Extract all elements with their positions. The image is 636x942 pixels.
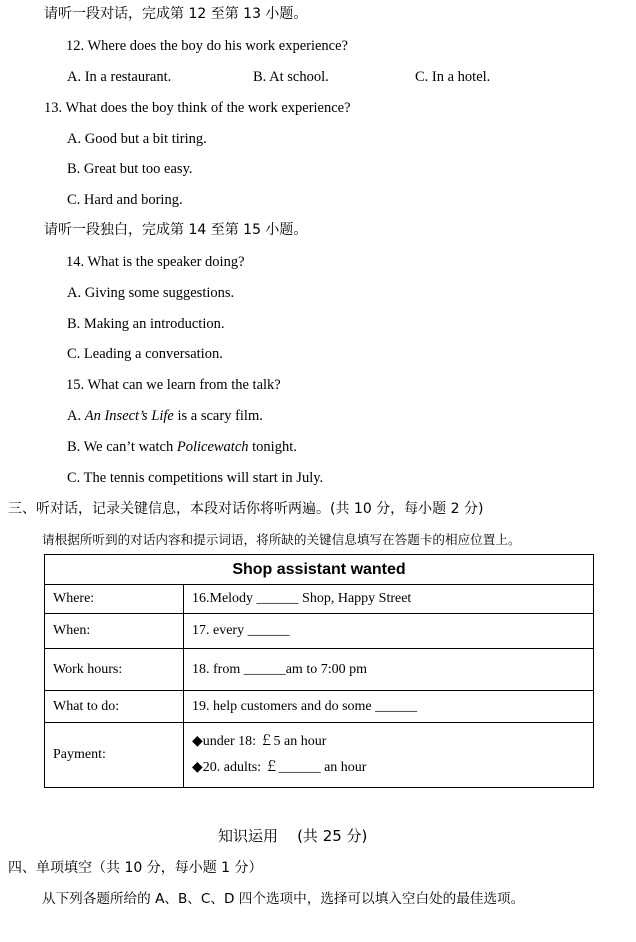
row-label-payment: Payment:	[45, 723, 184, 788]
row-label-work-hours: Work hours:	[45, 649, 184, 691]
q14-option-a: A. Giving some suggestions.	[67, 285, 235, 301]
q15-b-prefix: B. We can’t watch	[67, 439, 177, 455]
section-instruction-12-13: 请听一段对话，完成第 12 至第 13 小题。	[44, 6, 308, 22]
row-value-work-hours: 18. from ______am to 7:00 pm	[184, 649, 594, 691]
q15-option-a	[67, 406, 263, 426]
q15-a-prefix: A.	[67, 408, 85, 424]
question-15-stem: 15. What can we learn from the talk?	[66, 377, 281, 393]
q13-option-b: B. Great but too easy.	[67, 161, 193, 177]
shop-assistant-table	[44, 554, 594, 788]
part4-instruction: 从下列各题所给的 A、B、C、D 四个选项中，选择可以填入空白处的最佳选项。	[42, 891, 525, 907]
q12-option-c: C. In a hotel.	[415, 69, 491, 85]
row-value-where: 16.Melody ______ Shop, Happy Street	[184, 585, 594, 614]
knowledge-heading: 知识运用 (共 25 分)	[218, 827, 368, 845]
question-12-stem: 12. Where does the boy do his work experience?	[66, 38, 348, 54]
row-value-payment	[184, 723, 594, 788]
row-value-when: 17. every ______	[184, 614, 594, 649]
q15-a-suffix: is a scary film.	[173, 408, 263, 424]
q15-a-title: An Insect’s Life	[84, 408, 174, 424]
row-label-when: When:	[45, 614, 184, 649]
question-13-stem: 13. What does the boy think of the work experience?	[44, 100, 351, 116]
q12-option-a: A. In a restaurant.	[67, 69, 172, 85]
row-value-what-to-do: 19. help customers and do some ______	[184, 691, 594, 723]
payment-adults: ◆20. adults: ￡______ an hour	[192, 760, 367, 775]
q14-option-c: C. Leading a conversation.	[67, 346, 223, 362]
q13-option-a: A. Good but a bit tiring.	[67, 131, 207, 147]
q15-option-c: C. The tennis competitions will start in July.	[67, 470, 324, 486]
q14-option-b: B. Making an introduction.	[67, 316, 225, 332]
q13-option-c: C. Hard and boring.	[67, 192, 183, 208]
row-label-what-to-do: What to do:	[45, 691, 184, 723]
row-label-where: Where:	[45, 585, 184, 614]
payment-under-18: ◆under 18: ￡5 an hour	[192, 734, 327, 749]
part3-heading: 三、听对话，记录关键信息，本段对话你将听两遍。(共 10 分，每小题 2 分)	[8, 501, 484, 517]
q15-option-b	[67, 437, 297, 457]
part4-heading: 四、单项填空（共 10 分，每小题 1 分）	[8, 860, 263, 876]
q15-b-title: Policewatch	[176, 439, 249, 455]
q15-b-suffix: tonight.	[248, 439, 297, 455]
section-instruction-14-15: 请听一段独白，完成第 14 至第 15 小题。	[44, 222, 308, 238]
question-14-stem: 14. What is the speaker doing?	[66, 254, 245, 270]
part3-instruction: 请根据所听到的对话内容和提示词语，将所缺的关键信息填写在答题卡的相应位置上。	[42, 532, 521, 547]
q12-option-b: B. At school.	[253, 69, 329, 85]
table-title: Shop assistant wanted	[45, 555, 594, 585]
